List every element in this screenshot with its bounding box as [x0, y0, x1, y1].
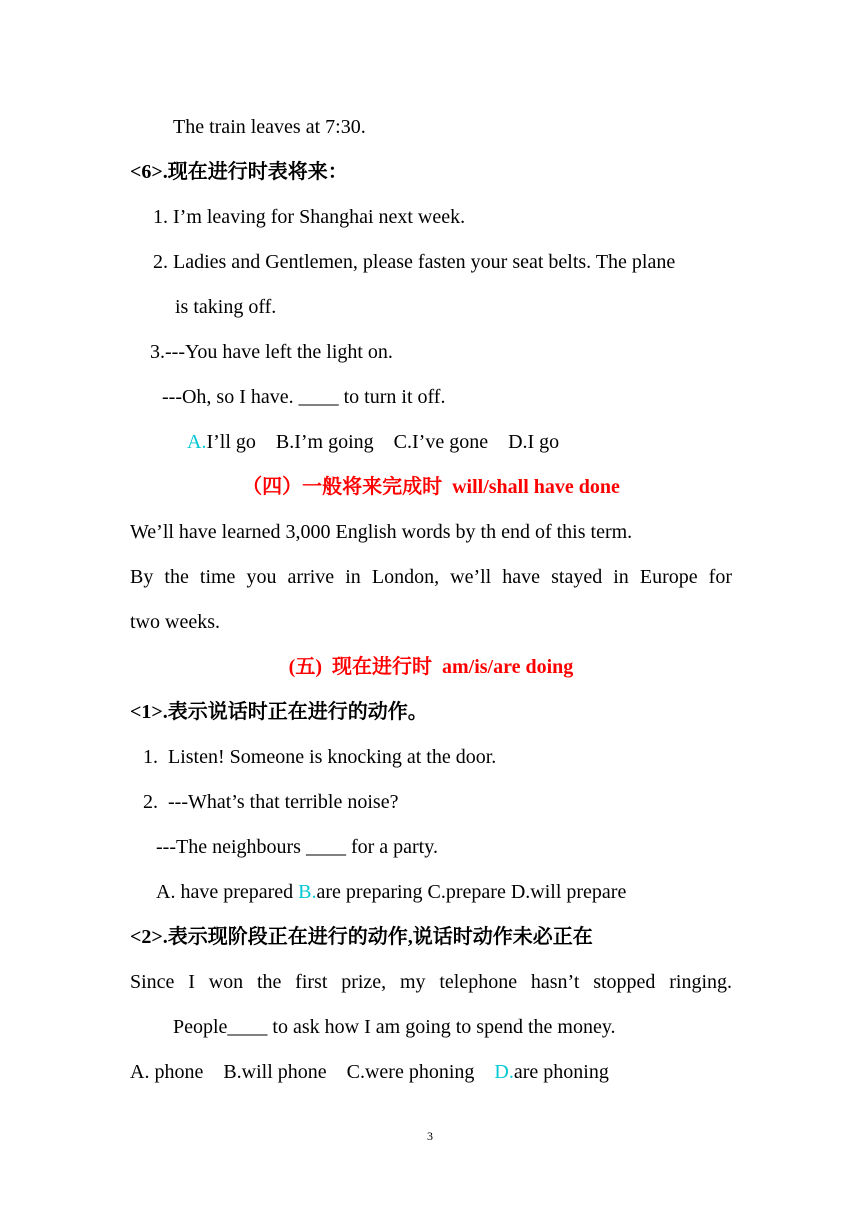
answer-options-2 [130, 877, 758, 907]
subsection-heading-2: <2>.表示现阶段正在进行的动作,说话时动作未必正在 [130, 926, 593, 948]
answer-options-3 [130, 1057, 732, 1087]
pc-example-1: 1. Listen! Someone is knocking at the door. [143, 746, 497, 768]
section-heading-future-perfect: （四）一般将来完成时 will/shall have done [242, 476, 620, 498]
pc-example-3-continued: People____ to ask how I am going to spend the money. [173, 1016, 616, 1038]
example-3-reply: ---Oh, so I have. ____ to turn it off. [162, 386, 446, 408]
correct-answer-marker: D. [494, 1061, 514, 1083]
section-heading-6: <6>.现在进行时表将来： [130, 161, 348, 183]
pc-example-2: 2. ---What’s that terrible noise? [143, 791, 399, 813]
example-2-continued: is taking off. [175, 296, 277, 318]
example-3: 3.---You have left the light on. [150, 341, 393, 363]
future-perfect-example-2: By the time you arrive in London, we’ll have stayed in Europe for [130, 566, 732, 588]
example-2: 2. Ladies and Gentlemen, please fasten your seat belts. The plane [153, 251, 676, 273]
future-perfect-example-2-continued: two weeks. [130, 611, 220, 633]
answer-options-text: are phoning [513, 1061, 609, 1083]
example-1: 1. I’m leaving for Shanghai next week. [153, 206, 466, 228]
answer-options-text: A. phone B.will phone C.were phoning [130, 1061, 495, 1083]
page-number: 3 [427, 1129, 433, 1143]
pc-example-2-reply: ---The neighbours ____ for a party. [156, 836, 438, 858]
example-sentence: The train leaves at 7:30. [173, 116, 366, 138]
subsection-heading-1: <1>.表示说话时正在进行的动作。 [130, 701, 428, 723]
future-perfect-example-1: We’ll have learned 3,000 English words by th end of this term. [130, 521, 633, 543]
correct-answer-marker: B. [298, 881, 317, 903]
section-heading-present-continuous: (五) 现在进行时 am/is/are doing [288, 656, 574, 678]
answer-options-text: A. have prepared [156, 881, 299, 903]
correct-answer-marker: A. [187, 431, 207, 453]
pc-example-3: Since I won the first prize, my telephone hasn’t stopped ringing. [130, 971, 732, 993]
answer-options-text: are preparing C.prepare D.will prepare [316, 881, 627, 903]
answer-options-1 [130, 427, 789, 457]
answer-options-text: I’ll go B.I’m going C.I’ve gone D.I go [206, 431, 560, 453]
